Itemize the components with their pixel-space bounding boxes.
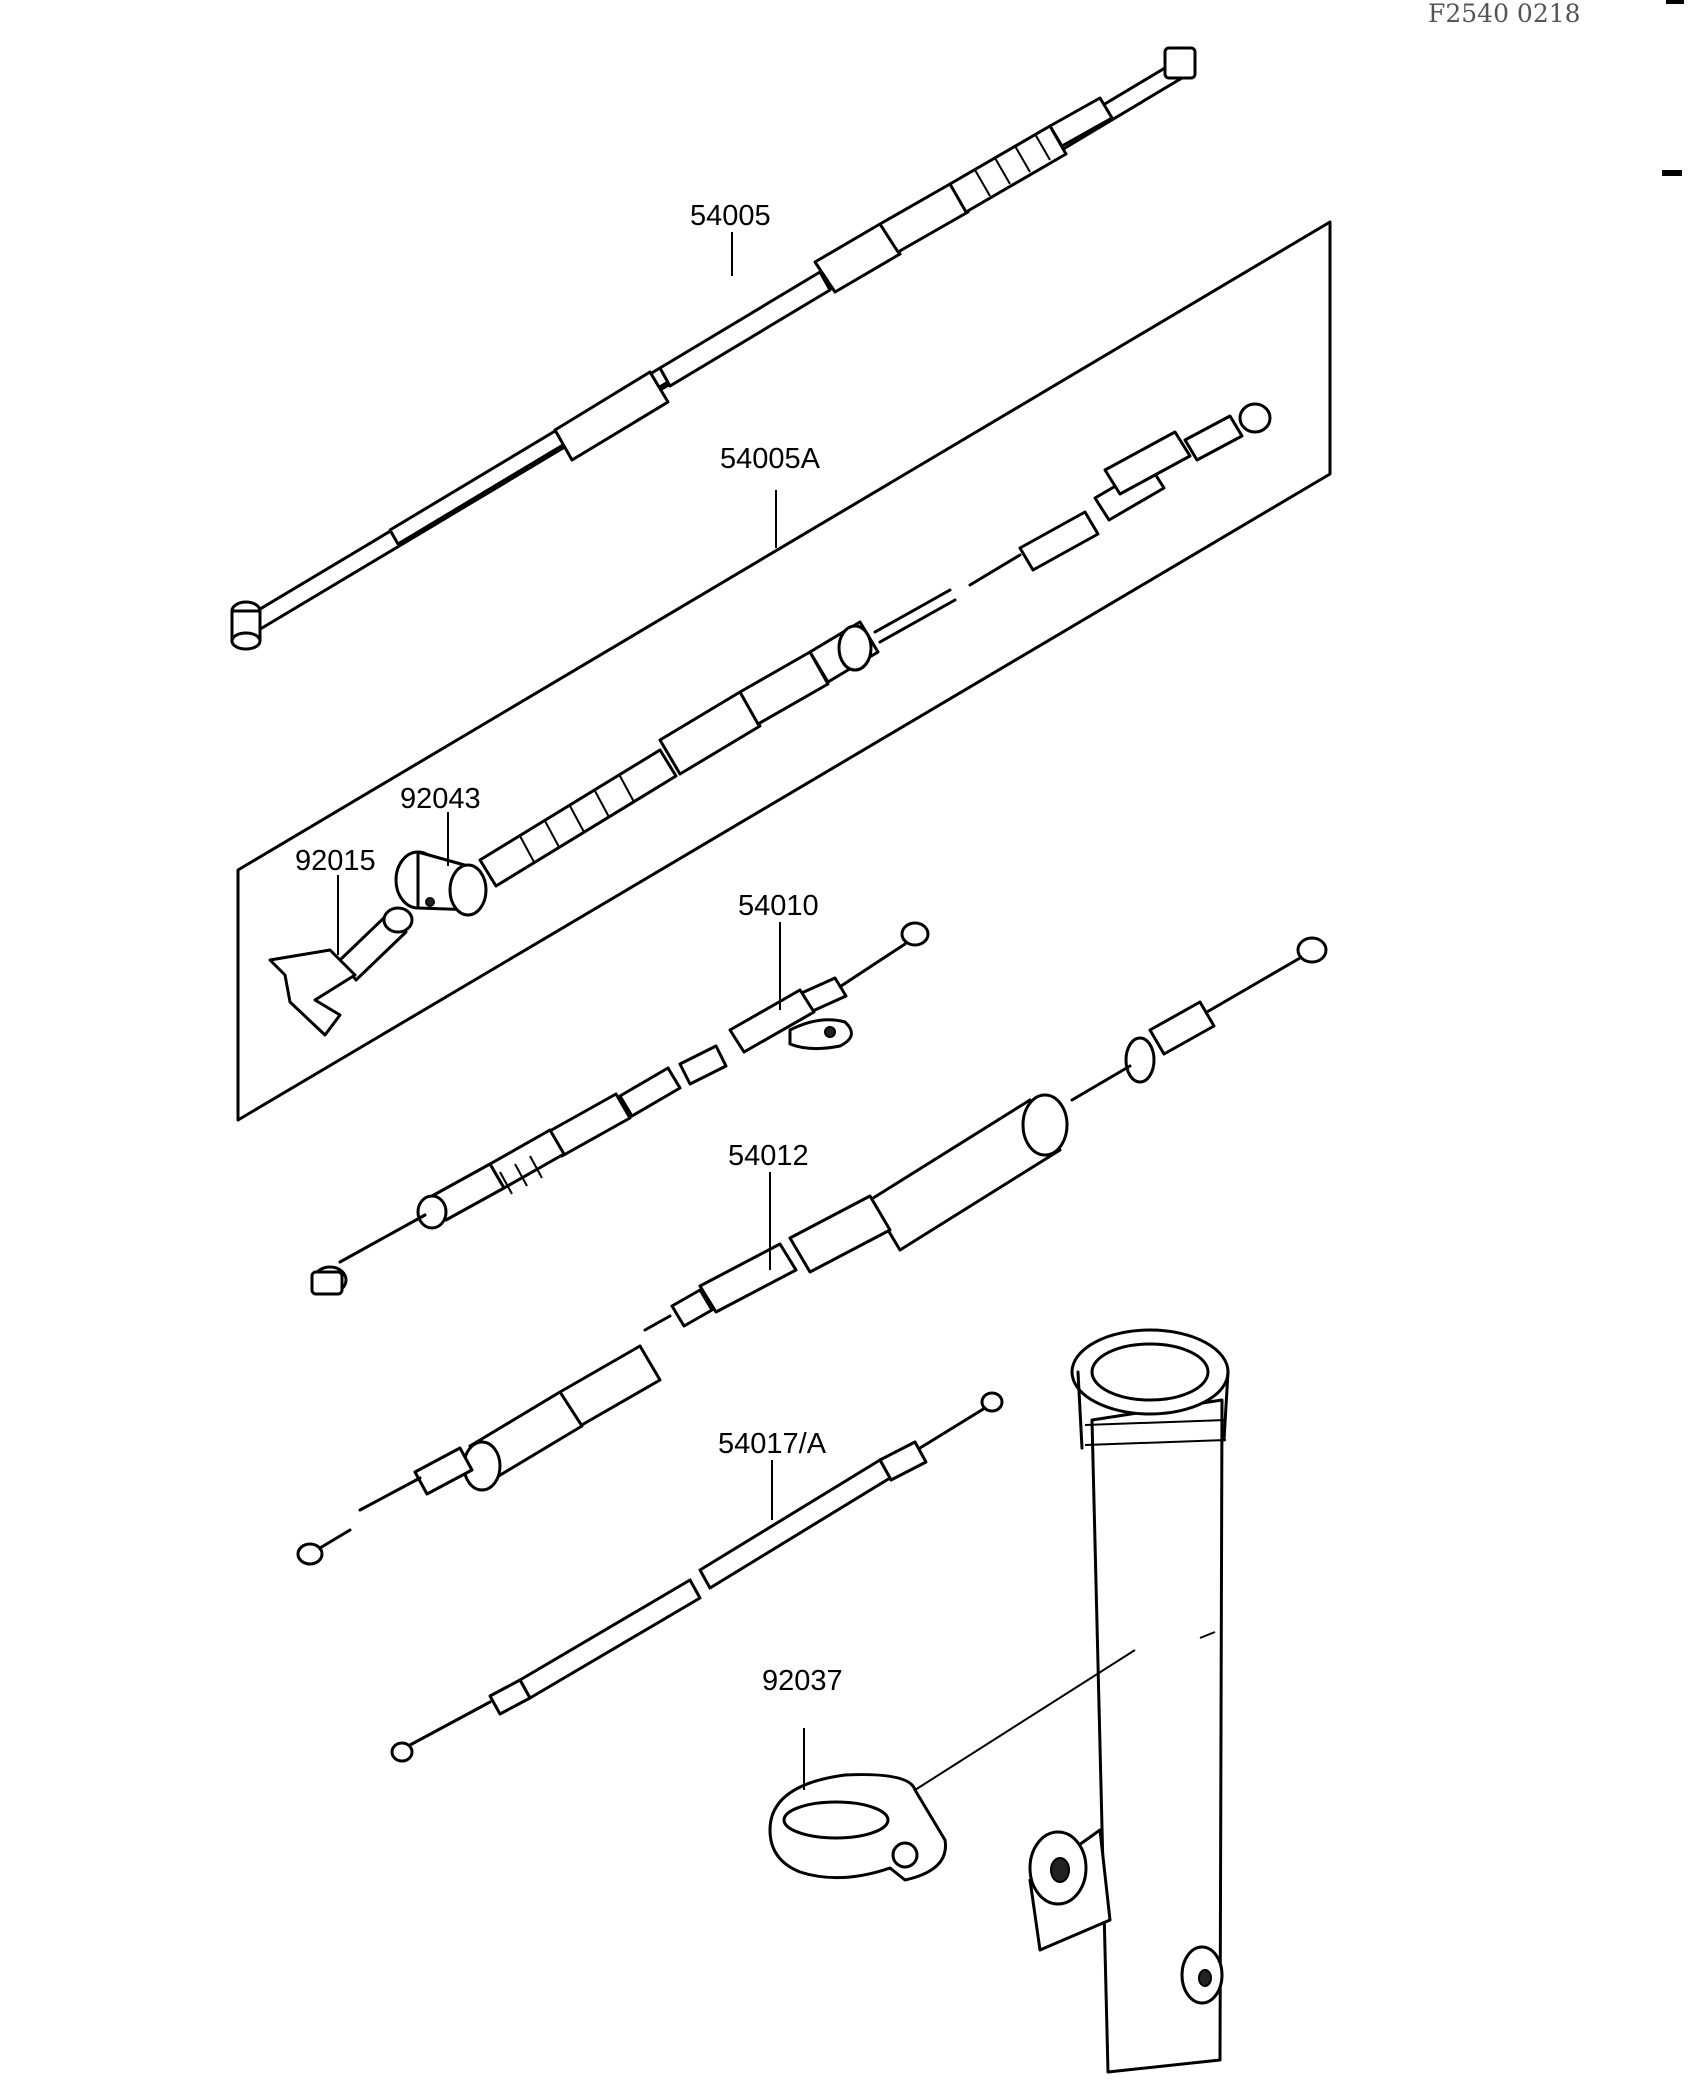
label-54005: 54005 bbox=[690, 200, 771, 232]
label-54005A: 54005A bbox=[720, 443, 820, 475]
part-92037 bbox=[770, 1775, 946, 1880]
label-92043: 92043 bbox=[400, 783, 481, 815]
label-92015: 92015 bbox=[295, 845, 376, 877]
label-54017A: 54017/A bbox=[718, 1428, 827, 1460]
label-54010: 54010 bbox=[738, 890, 819, 922]
label-92037: 92037 bbox=[762, 1665, 843, 1697]
fork-tube bbox=[1030, 1330, 1228, 2072]
margin-mark bbox=[1662, 170, 1682, 176]
cable-54005A bbox=[480, 404, 1270, 886]
part-92043 bbox=[396, 852, 486, 915]
part-92015 bbox=[270, 908, 412, 1035]
label-54012: 54012 bbox=[728, 1140, 809, 1172]
drawing-code: F2540 0218 bbox=[1428, 0, 1581, 28]
margin-mark bbox=[1666, 0, 1684, 4]
